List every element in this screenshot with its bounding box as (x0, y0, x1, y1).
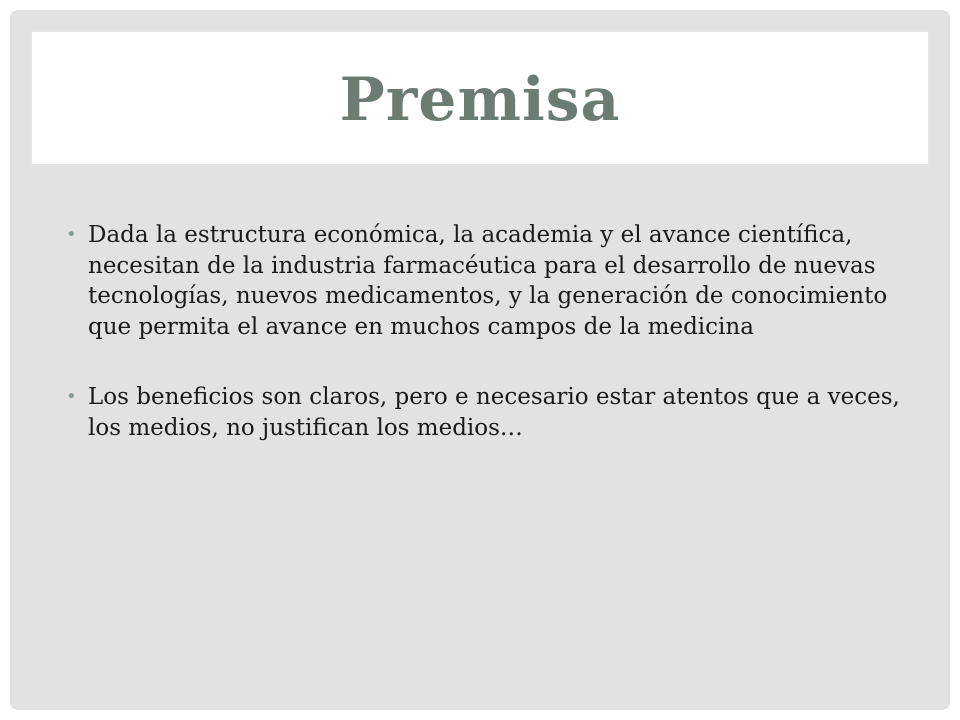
slide-title: Premisa (339, 65, 621, 135)
bullet-text: Dada la estructura económica, la academia y el avance científica, necesitan de la industria farmacéutica para el desarrollo de nuevas tecnologías, nuevos medicamentos, y la generación de conocimiento que permita el avance en muchos campos de la medicina (88, 222, 888, 340)
bullet-text: Los beneficios son claros, pero e necesario estar atentos que a veces, los medios, no justifican los medios… (88, 384, 900, 441)
bullet-marker: • (66, 224, 77, 245)
slide (10, 10, 950, 710)
bullet-item (60, 220, 900, 342)
bullet-marker: • (66, 386, 77, 407)
title-box (30, 30, 930, 166)
bullet-item (60, 382, 900, 443)
bullet-list (60, 220, 900, 443)
